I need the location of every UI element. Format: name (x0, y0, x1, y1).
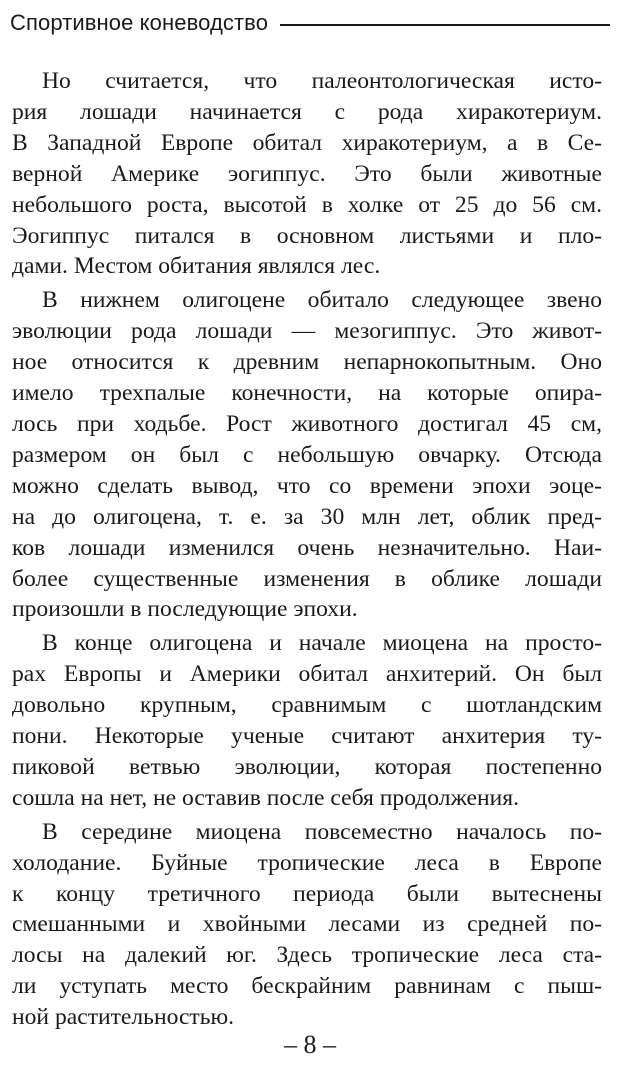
body-text (12, 66, 602, 1033)
text-line: холодание. Буйные тропические леса в Европе (12, 849, 602, 876)
text-line: небольшого роста, высотой в холке от 25 до 56 см. (12, 191, 602, 218)
text-line: верной Америке эогиппус. Это были животные (12, 160, 602, 187)
paragraph (12, 817, 602, 1033)
text-line: произошли в последующие эпохи. (12, 596, 358, 623)
text-line: эволюции рода лошади — мезогиппус. Это живот- (12, 318, 602, 345)
paragraph (12, 285, 602, 625)
text-line: лосы на далекий юг. Здесь тропические леса ста- (12, 942, 602, 969)
text-line: дами. Местом обитания являлся лес. (12, 253, 381, 280)
text-line: лось при ходьбе. Рост животного достигал 45 см, (12, 410, 602, 437)
text-line: В нижнем олигоцене обитало следующее звено (42, 287, 602, 314)
text-line: Эогиппус питался в основном листьями и пло- (12, 222, 602, 249)
text-line: имело трехпалые конечности, на которые опира- (12, 380, 602, 407)
text-line: пиковой ветвью эволюции, которая постепенно (12, 753, 602, 780)
header-title: Спортивное коневодство (10, 10, 269, 35)
text-line: ли уступать место бескрайним равнинам с пыш- (12, 973, 602, 1000)
text-line: Но считается, что палеонтологическая исто- (42, 68, 602, 94)
header-rule (280, 24, 610, 26)
page-number: – 8 – (284, 1030, 336, 1059)
text-line: рия лошади начинается с рода хиракотериум. (12, 98, 602, 125)
text-line: В Западной Европе обитал хиракотериум, а в Се- (12, 129, 602, 156)
text-line: к концу третичного периода были вытеснены (12, 880, 602, 907)
text-line: ков лошади изменился очень незначительно. Наи- (12, 534, 602, 561)
text-line: В середине миоцена повсеместно началось по- (42, 818, 602, 845)
text-line: более существенные изменения в облике лошади (12, 565, 602, 592)
paragraph (12, 628, 602, 813)
text-line: В конце олигоцена и начале миоцена на просто- (42, 630, 602, 657)
text-line: ное относится к древним непарнокопытным. Оно (12, 349, 602, 376)
text-line: довольно крупным, сравнимым с шотландским (12, 692, 602, 719)
text-line: пони. Некоторые ученые считают анхитерия ту- (12, 723, 602, 750)
text-line: рах Европы и Америки обитал анхитерий. Он был (12, 661, 602, 688)
text-line: сошла на нет, не оставив после себя продолжения. (12, 784, 520, 811)
text-line: на до олигоцена, т. е. за 30 млн лет, облик пред- (12, 503, 602, 530)
text-line: смешанными и хвойными лесами из средней по- (12, 911, 602, 938)
text-line: ной растительностью. (12, 1004, 235, 1031)
text-line: можно сделать вывод, что со времени эпохи эоце- (12, 472, 602, 499)
paragraph (12, 66, 602, 282)
text-line: размером он был с небольшую овчарку. Отсюда (12, 441, 602, 468)
running-header (10, 6, 610, 40)
